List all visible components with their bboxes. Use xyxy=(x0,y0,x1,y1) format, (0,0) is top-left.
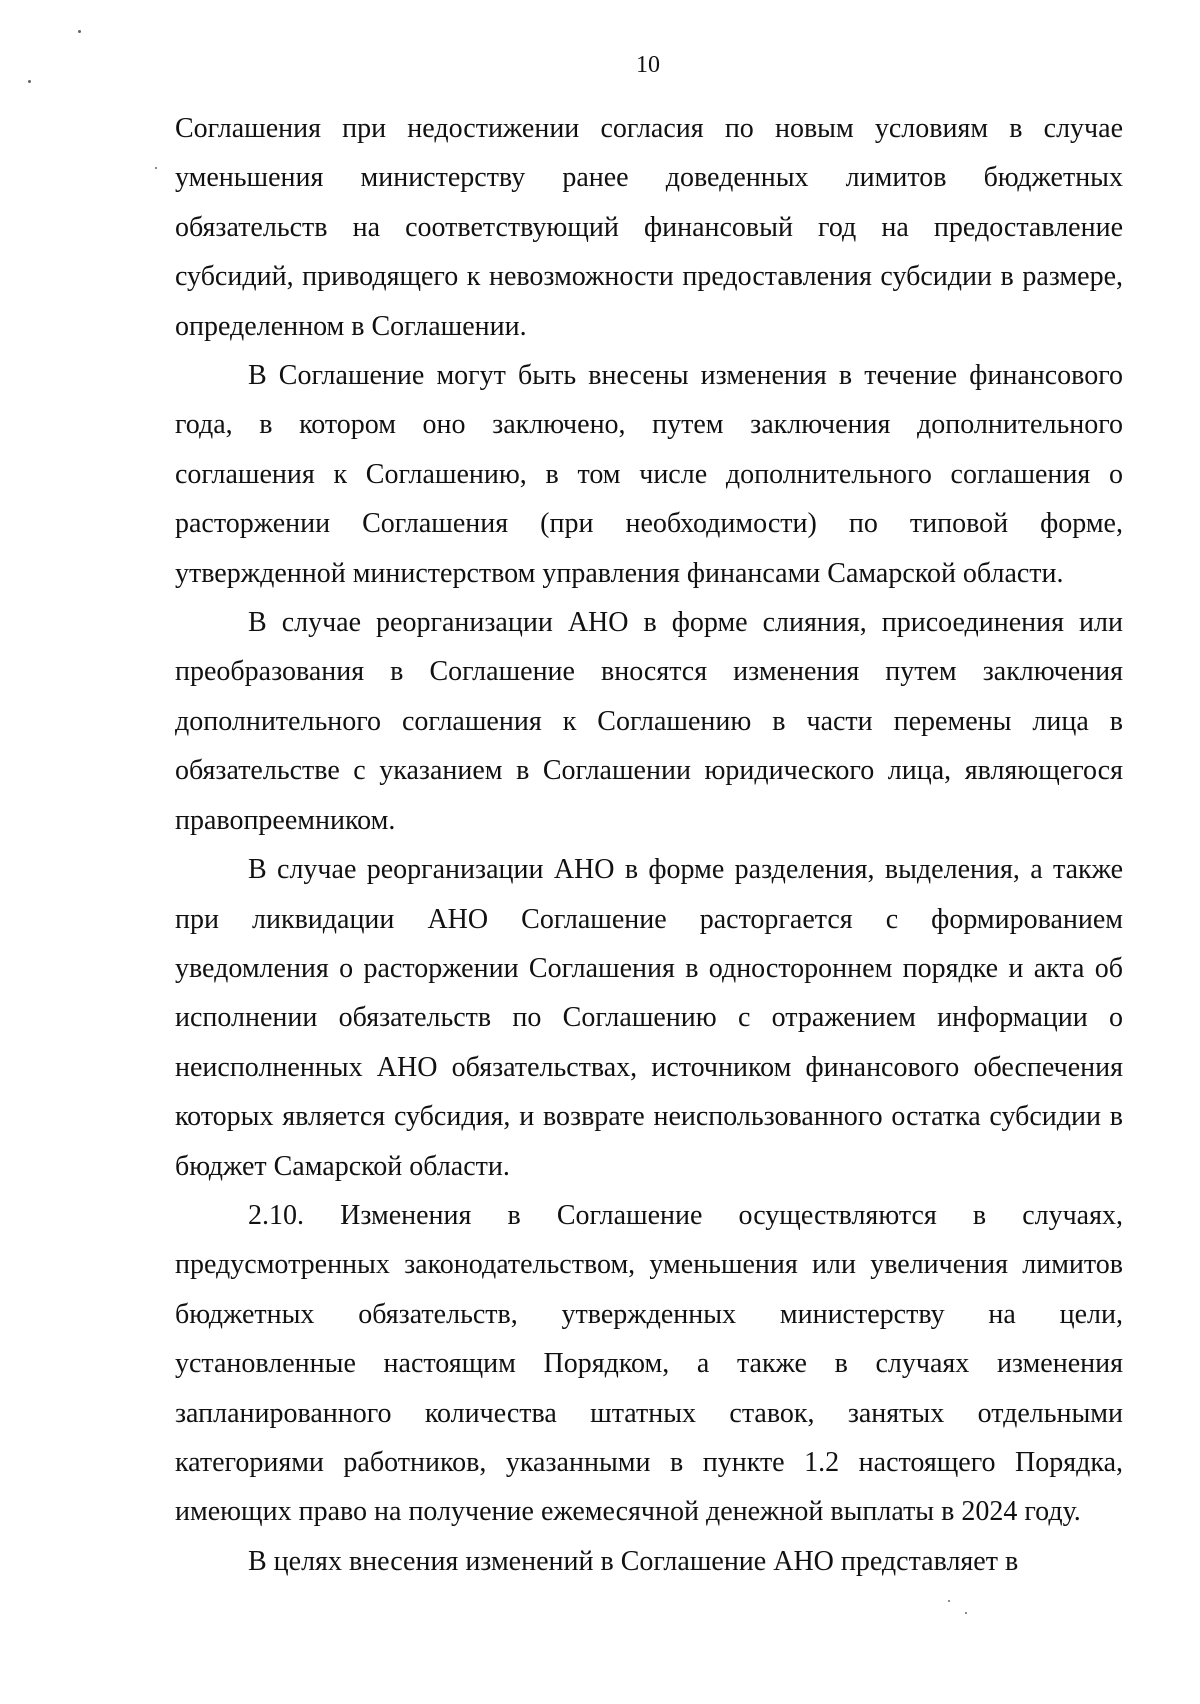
scan-speck xyxy=(78,30,81,33)
scan-speck xyxy=(948,1600,950,1602)
scan-speck xyxy=(965,1612,967,1614)
paragraph-final-fragment: В целях внесения изменений в Соглашение АНО представляет в xyxy=(248,1545,1019,1577)
paragraph-reorganization-division: В случае реорганизации АНО в форме разделения, выделения, а также при ликвидации АНО Соглашение расторгается с формированием уведомления о расторжении Соглашения в одностороннем порядке и акта об исполнении обязательств по Соглашению с отражением информации о неисполненных АНО обязательствах, источником финансового обеспечения которых является субсидия, и возврате неиспользованного остатка субсидии в бюджет Самарской области. xyxy=(175,854,1123,1182)
paragraph-continuation: Соглашения при недостижении согласия по новым условиям в случае уменьшения министерству ранее доведенных лимитов бюджетных обязательств на соответствующий финансовый год на предоставление субсидий, приводящего к невозможности предоставления субсидии в размере, определенном в Соглашении. xyxy=(175,113,1123,342)
document-body xyxy=(175,104,1123,1586)
scan-speck xyxy=(155,167,157,169)
paragraph-amendments: В Соглашение могут быть внесены изменения в течение финансового года, в котором оно заключено, путем заключения дополнительного соглашения к Соглашению, в том числе дополнительного соглашения о расторжении Соглашения (при необходимости) по типовой форме, утвержденной министерством управления финансами Самарской области. xyxy=(175,360,1123,589)
page-number: 10 xyxy=(636,52,660,78)
scan-speck xyxy=(28,80,31,83)
paragraph-reorganization-merger: В случае реорганизации АНО в форме слияния, присоединения или преобразования в Соглашение вносятся изменения путем заключения дополнительного соглашения к Соглашению в части перемены лица в обязательстве с указанием в Соглашении юридического лица, являющегося правопреемником. xyxy=(175,607,1123,836)
paragraph-clause-2-10: 2.10. Изменения в Соглашение осуществляются в случаях, предусмотренных законодательством, уменьшения или увеличения лимитов бюджетных обязательств, утвержденных министерству на цели, установленные настоящим Порядком, а также в случаях изменения запланированного количества штатных ставок, занятых отдельными категориями работников, указанными в пункте 1.2 настоящего Порядка, имеющих право на получение ежемесячной денежной выплаты в 2024 году. xyxy=(175,1199,1123,1528)
